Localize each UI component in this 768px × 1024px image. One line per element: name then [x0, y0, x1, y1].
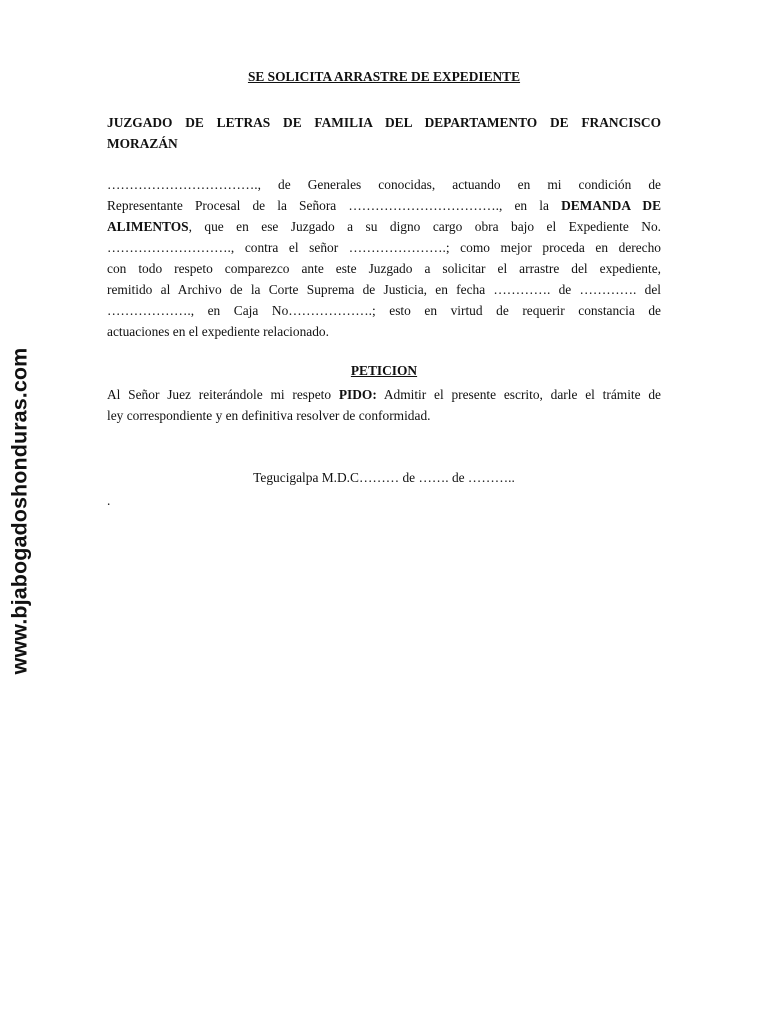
body-line	[107, 195, 661, 216]
case-type-bold: DEMANDA DE	[561, 198, 661, 213]
document-title: SE SOLICITA ARRASTRE DE EXPEDIENTE	[247, 69, 521, 84]
body-line: actuaciones en el expediente relacionado.	[107, 324, 329, 339]
petition-text: Admitir el presente escrito, darle el trámite de	[376, 387, 661, 402]
body-line: con todo respeto comparezco ante este Juzgado a solicitar el arrastre del expediente,	[107, 261, 661, 276]
court-heading	[107, 112, 661, 154]
petition-text: Al Señor Juez reiterándole mi respeto	[107, 387, 339, 402]
body-line: ………………………., contra el señor ………………….; como mejor proceda en derecho	[107, 240, 661, 255]
court-heading-line-1: JUZGADO DE LETRAS DE FAMILIA DEL DEPARTAMENTO DE FRANCISCO	[107, 115, 661, 130]
body-line: ……………………………., de Generales conocidas, actuando en mi condición de	[107, 177, 661, 192]
body-text: Representante Procesal de la Señora ……………………………., en la	[107, 198, 562, 213]
petition-title: PETICION	[350, 363, 418, 378]
case-type-bold: ALIMENTOS	[107, 219, 189, 234]
place-and-date: Tegucigalpa M.D.C……… de ……. de ………..	[253, 470, 515, 485]
petition-line	[107, 384, 661, 405]
body-text: , que en ese Juzgado a su digno cargo obra bajo el Expediente No.	[188, 219, 661, 234]
petition-paragraph	[107, 384, 661, 426]
court-heading-line-2: MORAZÁN	[107, 136, 178, 151]
petition-line: ley correspondiente y en definitiva resolver de conformidad.	[107, 408, 431, 423]
body-line: ………………., en Caja No……………….; esto en virtud de requerir constancia de	[107, 303, 661, 318]
body-paragraph	[107, 174, 661, 342]
website-watermark	[7, 347, 32, 675]
pido-bold: PIDO:	[338, 387, 377, 402]
body-line: remitido al Archivo de la Corte Suprema de Justicia, en fecha …………. de …………. del	[107, 282, 661, 297]
body-line	[107, 216, 661, 237]
watermark-text: www.bjabogadoshonduras.com	[7, 347, 32, 675]
trailing-mark: .	[107, 493, 111, 508]
